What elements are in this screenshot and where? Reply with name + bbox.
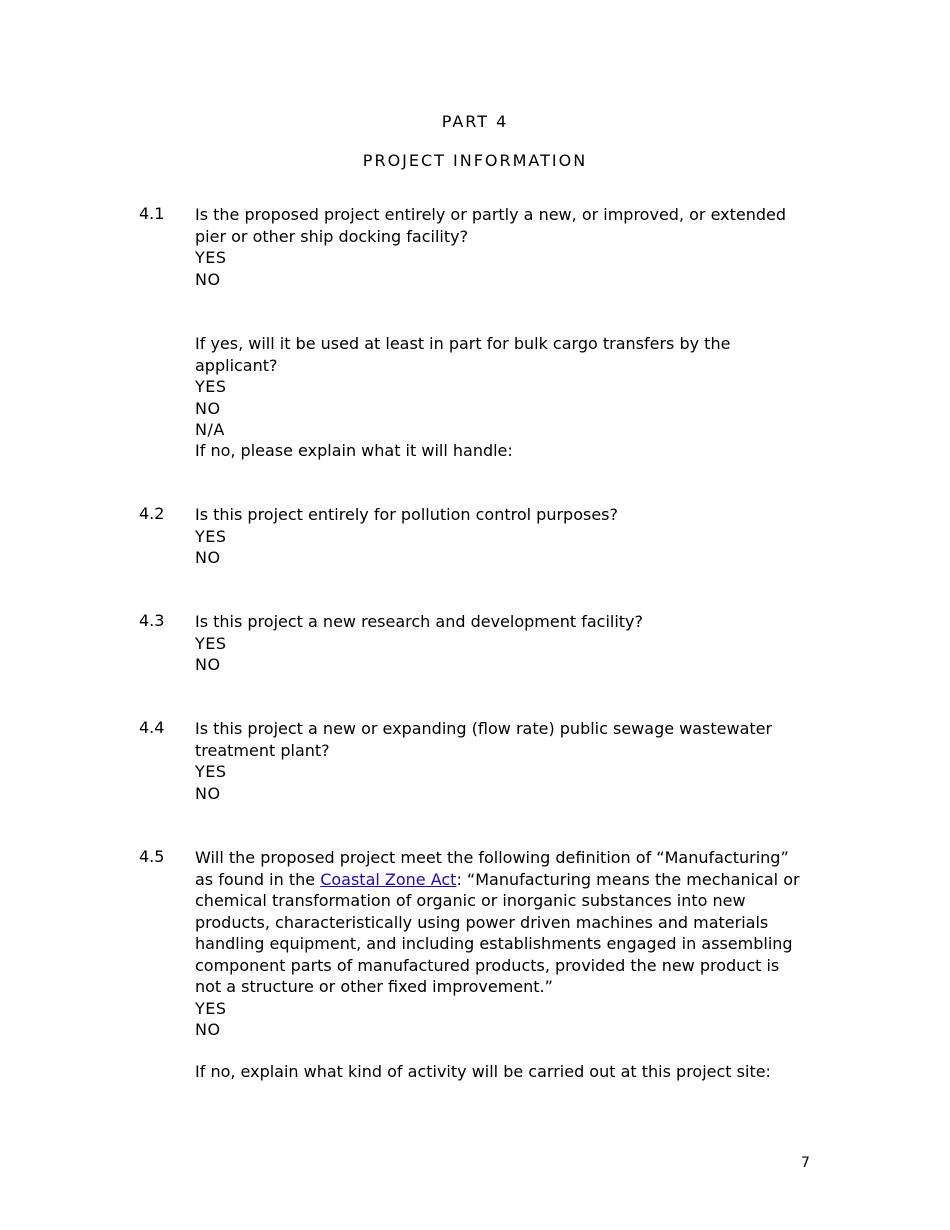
question-4-5 xyxy=(195,847,810,1041)
explain-prompt: If no, please explain what it will handle: xyxy=(195,441,513,460)
question-4-3 xyxy=(195,611,810,676)
option-no[interactable]: NO xyxy=(195,783,221,803)
option-yes[interactable]: YES xyxy=(195,526,227,546)
section-title: PROJECT INFORMATION xyxy=(362,151,588,170)
explain-prompt: If no, explain what kind of activity will be carried out at this project site: xyxy=(195,1062,771,1081)
question-number-4-4: 4.4 xyxy=(139,718,165,737)
question-text xyxy=(195,847,810,998)
followup-question-text: If yes, will it be used at least in part for bulk cargo transfers by the applicant? xyxy=(195,334,731,375)
option-no[interactable]: NO xyxy=(195,1020,221,1039)
question-text: Is the proposed project entirely or partly a new, or improved, or extended pier or other ship docking facility? xyxy=(195,205,787,246)
option-no[interactable]: NO xyxy=(195,269,221,289)
question-4-1 xyxy=(195,204,810,290)
question-4-1-explain xyxy=(195,440,810,462)
option-yes[interactable]: YES xyxy=(195,633,227,653)
option-na[interactable]: N/A xyxy=(195,420,225,439)
question-4-1-followup xyxy=(195,333,810,441)
question-text: Is this project a new or expanding (flow rate) public sewage wastewater treatment plant? xyxy=(195,719,773,760)
option-no[interactable]: NO xyxy=(195,548,221,567)
question-text: Is this project entirely for pollution control purposes? xyxy=(195,505,618,524)
question-text-before-link: Will the proposed project meet the following definition of “Manufacturing” as found in the xyxy=(195,848,789,889)
option-yes[interactable]: YES xyxy=(195,762,227,781)
question-4-4 xyxy=(195,718,810,804)
question-number-4-2: 4.2 xyxy=(139,504,165,523)
question-text-after-link: : “Manufacturing means the mechanical or chemical transformation of organic or inorganic substances into new products, characteristically using power driven machines and materials handling equipment, and including establishments engaged in assembling component parts of manufactured products, provided the new product is not a structure or other fixed improvement.” xyxy=(195,869,800,996)
option-no[interactable]: NO xyxy=(195,655,221,674)
part-heading: PART 4 xyxy=(441,112,509,131)
option-no[interactable]: NO xyxy=(195,398,221,418)
question-number-4-5: 4.5 xyxy=(139,847,165,866)
option-yes[interactable]: YES xyxy=(195,248,227,267)
page-number: 7 xyxy=(801,1155,810,1171)
question-text: Is this project a new research and development facility? xyxy=(195,612,644,631)
question-number-4-1: 4.1 xyxy=(139,204,165,223)
question-number-4-3: 4.3 xyxy=(139,611,165,630)
question-4-2 xyxy=(195,504,810,569)
question-4-5-explain xyxy=(195,1061,810,1083)
coastal-zone-act-link[interactable]: Coastal Zone Act xyxy=(320,869,457,889)
option-yes[interactable]: YES xyxy=(195,377,227,396)
option-yes[interactable]: YES xyxy=(195,998,227,1018)
